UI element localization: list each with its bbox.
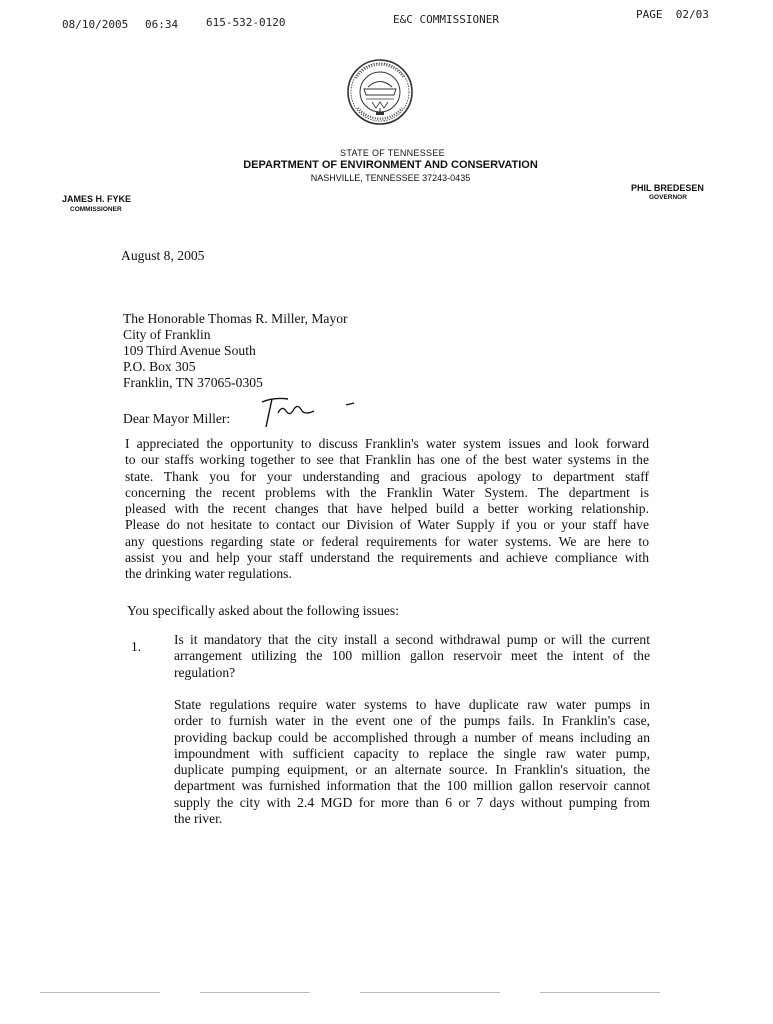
question-line: arrangement utilizing the 100 million gallon reservoir meet the intent of the bbox=[174, 648, 650, 664]
scan-line bbox=[360, 992, 500, 993]
paragraph-line: assist you and help your staff understand the requirements and achieve compliance with bbox=[125, 550, 649, 566]
handwritten-signature bbox=[254, 393, 364, 433]
answer-line: impoundment with sufficient capacity to replace the single raw water pump, bbox=[174, 745, 650, 761]
fax-time: 06:34 bbox=[145, 18, 179, 31]
answer-line: department was furnished information that the 100 million gallon reservoir cannot bbox=[174, 778, 650, 794]
paragraph-line: concerning the recent problems with the Franklin Water System. The department is bbox=[125, 484, 649, 500]
letterhead-state: STATE OF TENNESSEE bbox=[340, 148, 445, 158]
salutation: Dear Mayor Miller: bbox=[123, 411, 231, 426]
issues-intro: You specifically asked about the following issues: bbox=[127, 603, 399, 618]
state-seal-icon bbox=[346, 58, 414, 126]
address-line: P.O. Box 305 bbox=[123, 359, 196, 374]
commissioner-name: JAMES H. FYKE bbox=[62, 194, 132, 204]
answer-line: providing backup could be accomplished through a number of means including an bbox=[174, 729, 650, 745]
address-line: The Honorable Thomas R. Miller, Mayor bbox=[123, 311, 348, 326]
question-line: regulation? bbox=[174, 664, 236, 680]
issue-question bbox=[174, 632, 650, 681]
letter-date: August 8, 2005 bbox=[121, 248, 205, 263]
governor-title: GOVERNOR bbox=[649, 194, 687, 201]
paragraph-line: to our staffs working together to see that Franklin has one of the best water systems in the bbox=[125, 452, 649, 468]
question-line: Is it mandatory that the city install a second withdrawal pump or will the current bbox=[174, 632, 650, 647]
answer-line: duplicate pumping equipment, or an alternate source. In Franklin's situation, the bbox=[174, 762, 650, 778]
address-line: Franklin, TN 37065-0305 bbox=[123, 375, 263, 390]
answer-line: order to furnish water in the event one of the pumps fails. In Franklin's case, bbox=[174, 713, 650, 729]
address-line: 109 Third Avenue South bbox=[123, 343, 256, 358]
governor-name: PHIL BREDESEN bbox=[631, 183, 704, 193]
paragraph-line: the drinking water regulations. bbox=[125, 566, 292, 582]
fax-phone: 615-532-0120 bbox=[206, 16, 286, 29]
paragraph-line: pleased with the recent changes that have helped build a better working relationship. bbox=[125, 501, 649, 517]
scan-line bbox=[200, 992, 310, 993]
paragraph-line: I appreciated the opportunity to discuss Franklin's water system issues and look forward bbox=[125, 436, 649, 451]
scan-line bbox=[40, 992, 160, 993]
recipient-address bbox=[123, 311, 348, 391]
paragraph-line: Please do not hesitate to contact our Division of Water Supply if you or your staff have bbox=[125, 517, 649, 533]
answer-line: supply the city with 2.4 MGD for more than 6 or 7 days without pumping from bbox=[174, 794, 650, 810]
issue-number: 1. bbox=[131, 639, 142, 654]
answer-line: the river. bbox=[174, 811, 223, 827]
issue-answer bbox=[174, 697, 650, 827]
commissioner-title: COMMISSIONER bbox=[70, 206, 122, 213]
scan-line bbox=[540, 992, 660, 993]
answer-line: State regulations require water systems to have duplicate raw water pumps in bbox=[174, 697, 650, 712]
fax-sender: E&C COMMISSIONER bbox=[393, 13, 499, 26]
paragraph-line: any questions regarding state or federal requirements for water systems. We are here to bbox=[125, 533, 649, 549]
letterhead-department: DEPARTMENT OF ENVIRONMENT AND CONSERVATION bbox=[243, 159, 538, 171]
address-line: City of Franklin bbox=[123, 327, 211, 342]
letterhead-address: NASHVILLE, TENNESSEE 37243-0435 bbox=[310, 173, 471, 183]
paragraph-line: state. Thank you for your understanding and gracious apology to department staff bbox=[125, 468, 649, 484]
fax-date: 08/10/2005 bbox=[62, 18, 129, 31]
fax-page-number: PAGE 02/03 bbox=[636, 8, 709, 21]
body-paragraph bbox=[125, 436, 649, 583]
